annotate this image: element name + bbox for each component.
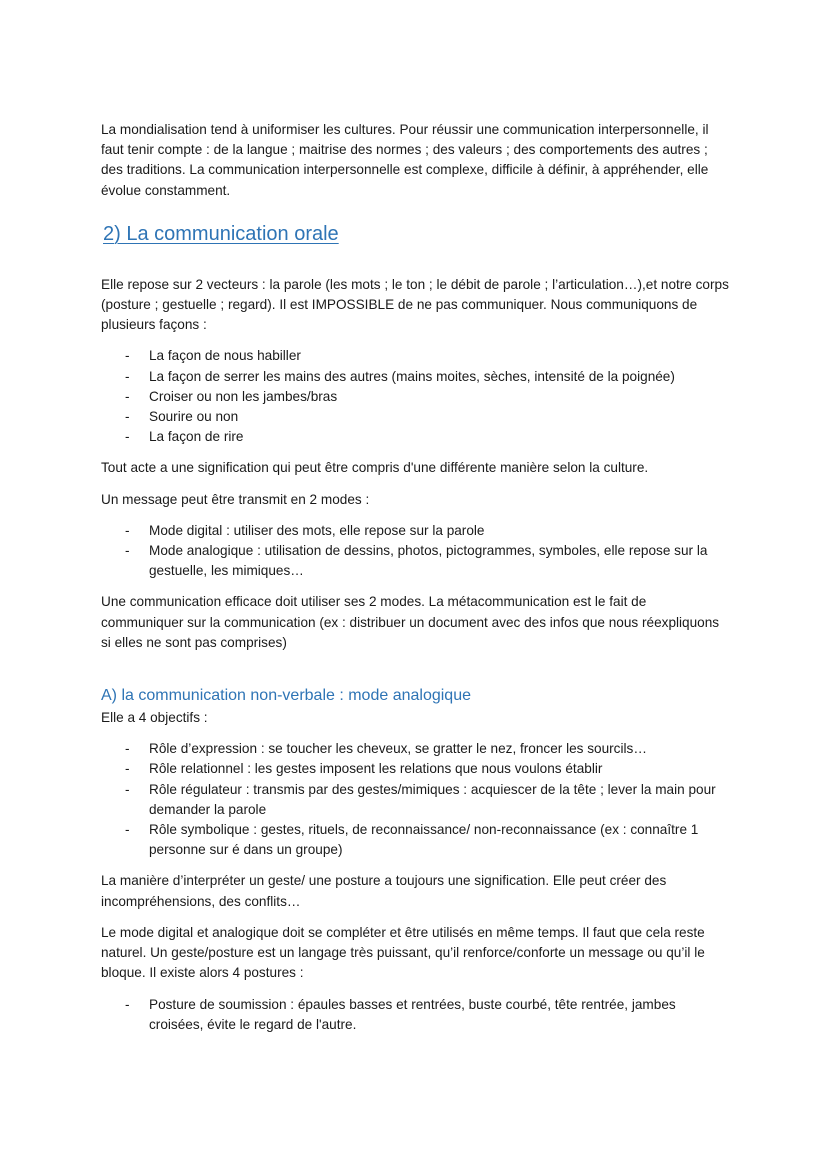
list-item: - Posture de soumission : épaules basses et rentrées, buste courbé, tête rentrée, jambes croisées, évite le regard de l'autre.	[101, 995, 731, 1035]
metacommunication-paragraph: Une communication efficace doit utiliser ses 2 modes. La métacommunication est le fait de communiquer sur la communication (ex : distribuer un document avec des infos que nous réexpliquons si elles ne sont pas comprises)	[101, 594, 720, 650]
oral-communication-paragraph: Elle repose sur 2 vecteurs : la parole (les mots ; le ton ; le débit de parole ; l’articulation…),et notre corps (posture ; gestuelle ; regard). Il est IMPOSSIBLE de ne pas communiquer. Nous communiquons de plusieurs façons :	[101, 276, 729, 333]
list-item: - Rôle relationnel : les gestes imposent les relations que nous voulons établir	[101, 759, 731, 779]
intro-paragraph: La mondialisation tend à uniformiser les cultures. Pour réussir une communication interpersonnelle, il faut tenir compte : de la langue ; maitrise des normes ; des valeurs ; des comportements des autres ; des traditions. La communication interpersonnelle est complexe, difficile à définir, à appréhender, elle évolue constamment.	[101, 122, 709, 198]
list-item: - La façon de rire	[101, 427, 731, 447]
communication-ways-list	[101, 346, 731, 447]
section-2-heading: 2) La communication orale	[103, 222, 339, 245]
list-item: - La façon de serrer les mains des autres (mains moites, sèches, intensité de la poignée)	[101, 367, 731, 387]
interpretation-paragraph: La manière d’interpréter un geste/ une posture a toujours une signification. Elle peut créer des incompréhensions, des conflits…	[101, 873, 667, 909]
list-item: - Rôle régulateur : transmis par des gestes/mimiques : acquiescer de la tête ; lever la main pour demander la parole	[101, 780, 731, 820]
objectives-list	[101, 739, 731, 860]
postures-intro-paragraph: Le mode digital et analogique doit se compléter et être utilisés en même temps. Il faut que cela reste naturel. Un geste/posture est un langage très puissant, qu’il renforce/conforte un message ou qu’il le bloque. Il existe alors 4 postures :	[101, 924, 705, 981]
postures-list	[101, 995, 731, 1035]
culture-paragraph: Tout acte a une signification qui peut être compris d'une différente manière selon la culture.	[101, 460, 649, 476]
list-item: - Sourire ou non	[101, 407, 731, 427]
objectives-intro-paragraph: Elle a 4 objectifs :	[101, 710, 208, 726]
document-body	[101, 120, 731, 1046]
modes-intro-paragraph: Un message peut être transmit en 2 modes :	[101, 491, 370, 507]
list-item: - Rôle symbolique : gestes, rituels, de reconnaissance/ non-reconnaissance (ex : connaître 1 personne sur é dans un groupe)	[101, 820, 731, 860]
list-item: - Croiser ou non les jambes/bras	[101, 387, 731, 407]
modes-list	[101, 521, 731, 582]
list-item: - Mode digital : utiliser des mots, elle repose sur la parole	[101, 521, 731, 541]
list-item: - La façon de nous habiller	[101, 346, 731, 366]
section-a-heading: A) la communication non-verbale : mode analogique	[101, 687, 471, 705]
list-item: - Rôle d’expression : se toucher les cheveux, se gratter le nez, froncer les sourcils…	[101, 739, 731, 759]
list-item: - Mode analogique : utilisation de dessins, photos, pictogrammes, symboles, elle repose sur la gestuelle, les mimiques…	[101, 541, 731, 581]
